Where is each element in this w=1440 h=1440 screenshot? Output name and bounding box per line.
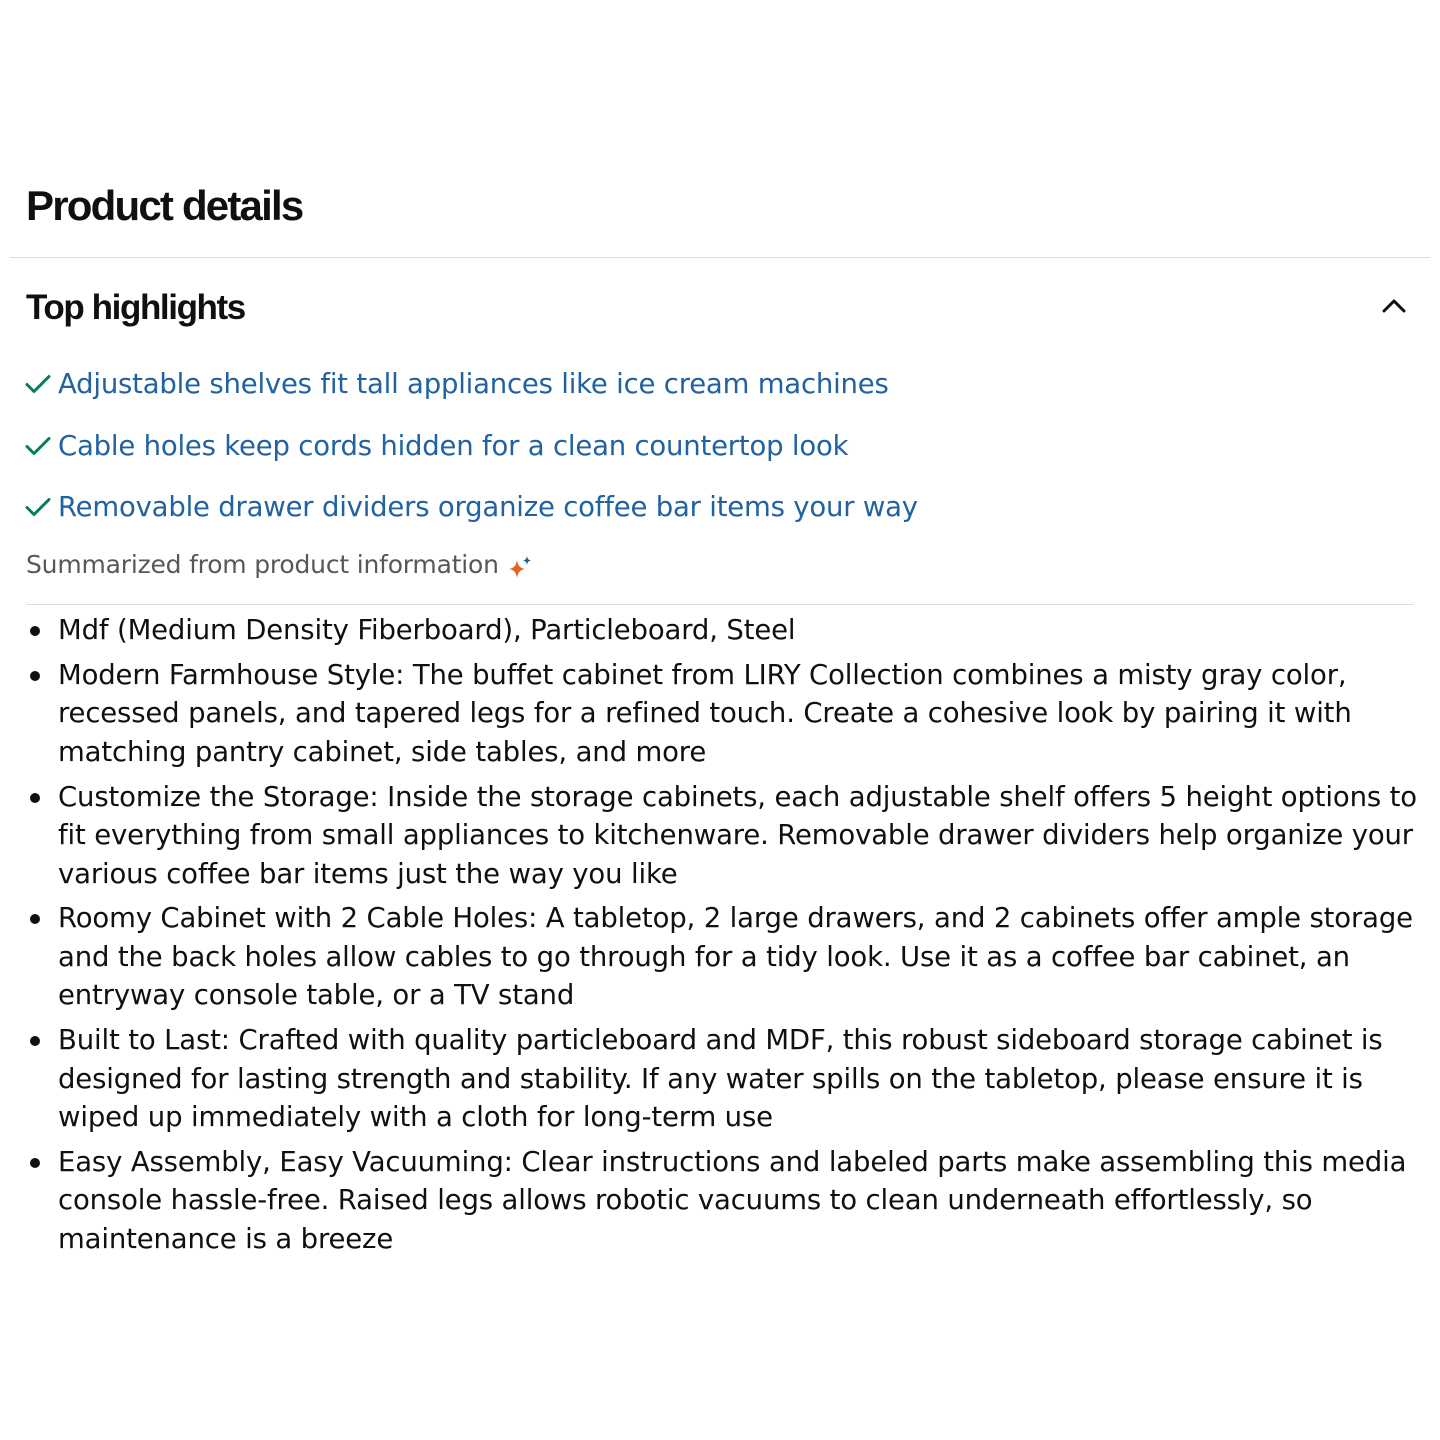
feature-bullet (58, 899, 1418, 1015)
bullet-icon (30, 793, 40, 803)
bullet-icon (30, 1036, 40, 1046)
summary-note (26, 546, 534, 584)
page-title: Product details (26, 182, 303, 229)
top-highlights-header[interactable] (26, 284, 1416, 332)
feature-bullet-text: Roomy Cabinet with 2 Cable Holes: A tabletop, 2 large drawers, and 2 cabinets offer ample storage and the back holes allow cables to go through for a tidy look. Use it as a coffee bar cabinet, an entryway console table, or a TV stand (58, 902, 1413, 1012)
check-icon (24, 373, 52, 395)
highlight-text: Adjustable shelves fit tall appliances like ice cream machines (58, 368, 889, 400)
feature-bullets-list (58, 611, 1418, 1265)
chevron-up-icon (1376, 288, 1412, 324)
sparkle-icon (508, 554, 534, 580)
bullet-icon (30, 626, 40, 636)
feature-bullet (58, 1143, 1418, 1259)
section-divider (26, 604, 1414, 605)
feature-bullet (58, 656, 1418, 772)
summary-note-text: Summarized from product information (26, 550, 499, 579)
check-icon (24, 435, 52, 457)
feature-bullet-text: Easy Assembly, Easy Vacuuming: Clear instructions and labeled parts make assembling this media console hassle-free. Raised legs allows robotic vacuums to clean underneath effortlessly, so maintenance is a breeze (58, 1145, 1407, 1255)
highlight-text: Removable drawer dividers organize coffee bar items your way (58, 491, 918, 523)
bullet-icon (30, 914, 40, 924)
feature-bullet-text: Customize the Storage: Inside the storage cabinets, each adjustable shelf offers 5 height options to fit everything from small appliances to kitchenware. Removable drawer dividers help organize your various coffee bar items just the way you like (58, 780, 1417, 890)
feature-bullet-text: Modern Farmhouse Style: The buffet cabinet from LIRY Collection combines a misty gray color, recessed panels, and tapered legs for a refined touch. Create a cohesive look by pairing it with matching pantry cabinet, side tables, and more (58, 658, 1352, 768)
section-title: Top highlights (26, 288, 245, 327)
section-divider (10, 257, 1430, 258)
feature-bullet-text: Mdf (Medium Density Fiberboard), Particleboard, Steel (58, 614, 796, 646)
bullet-icon (30, 1158, 40, 1168)
highlight-text: Cable holes keep cords hidden for a clean countertop look (58, 429, 849, 462)
feature-bullet (58, 1021, 1418, 1137)
feature-bullet (58, 611, 1418, 650)
bullet-icon (30, 671, 40, 681)
collapse-toggle-button[interactable] (1372, 286, 1416, 326)
check-icon (24, 496, 52, 518)
feature-bullet-text: Built to Last: Crafted with quality particleboard and MDF, this robust sideboard storage cabinet is designed for lasting strength and stability. If any water spills on the tabletop, please ensure it is wiped up immediately with a cloth for long-term use (58, 1024, 1383, 1134)
feature-bullet (58, 778, 1418, 894)
